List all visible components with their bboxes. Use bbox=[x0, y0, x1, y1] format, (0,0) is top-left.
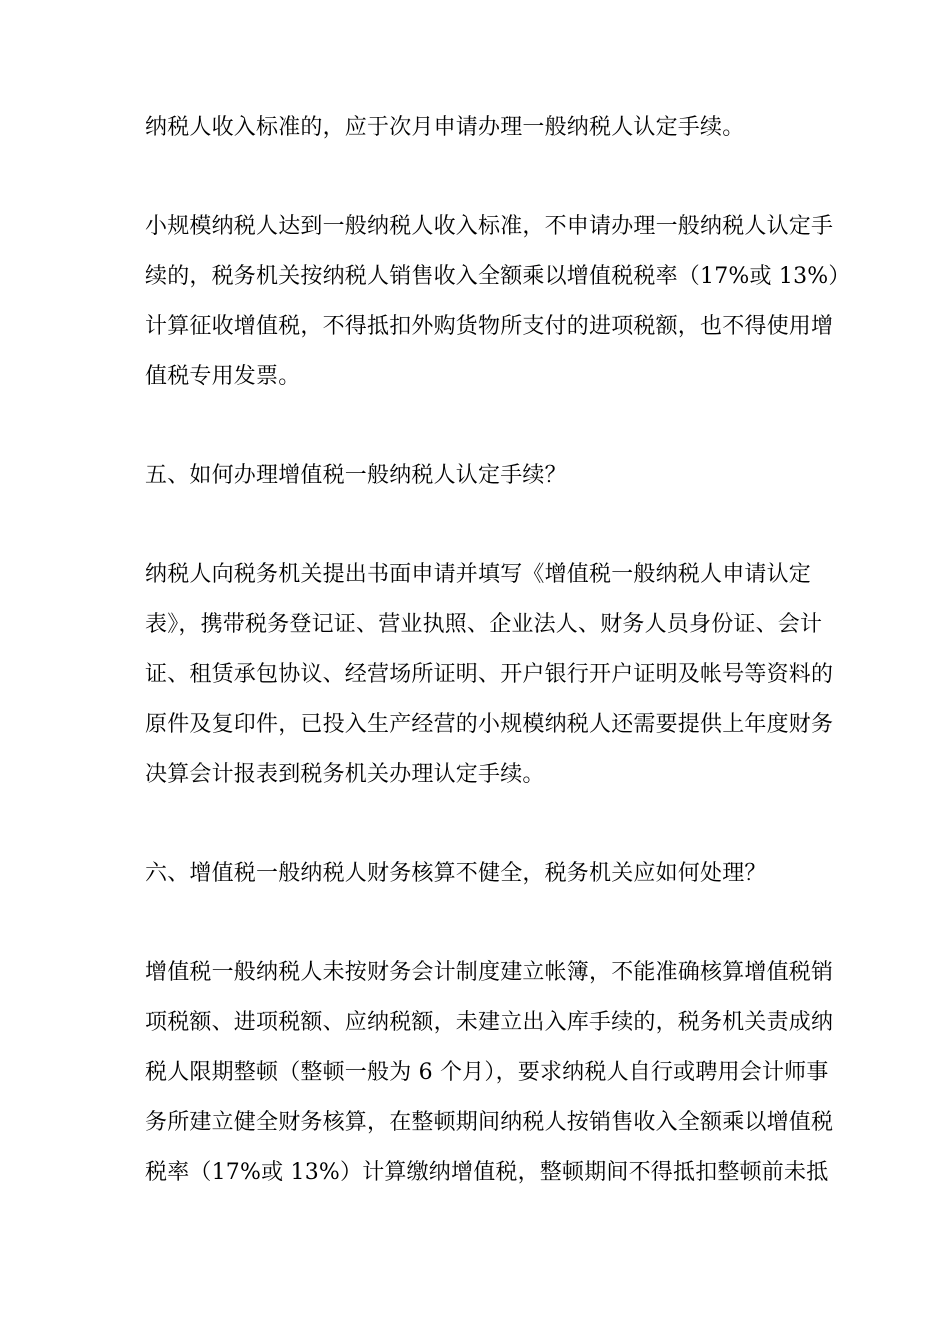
paragraph-small-scale-taxpayer bbox=[145, 202, 851, 402]
text-line: 小规模纳税人达到一般纳税人收入标准，不申请办理一般纳税人认定手 bbox=[145, 214, 834, 239]
section-heading-6 bbox=[145, 849, 825, 899]
text-line: 务所建立健全财务核算，在整顿期间纳税人按销售收入全额乘以增值税 bbox=[145, 1110, 834, 1135]
paragraph-application-procedure bbox=[145, 550, 834, 800]
text-line: 计算征收增值税，不得抵扣外购货物所支付的进项税额，也不得使用增 bbox=[145, 314, 834, 339]
section-heading-5 bbox=[145, 451, 825, 501]
text-line: 增值税一般纳税人未按财务会计制度建立帐簿，不能准确核算增值税销 bbox=[145, 960, 834, 985]
text-line: 原件及复印件，已投入生产经营的小规模纳税人还需要提供上年度财务 bbox=[145, 712, 834, 737]
heading-line: 六、增值税一般纳税人财务核算不健全，税务机关应如何处理？ bbox=[145, 861, 767, 886]
text-line: 税人限期整顿（整顿一般为 6 个月），要求纳税人自行或聘用会计师事 bbox=[145, 1060, 829, 1085]
text-line: 表》，携带税务登记证、营业执照、企业法人、财务人员身份证、会计 bbox=[145, 612, 823, 637]
text-line: 税率（17%或 13%）计算缴纳增值税，整顿期间不得抵扣整顿前未抵 bbox=[145, 1160, 829, 1185]
text-line: 值税专用发票。 bbox=[145, 364, 301, 389]
text-line: 证、租赁承包协议、经营场所证明、开户银行开户证明及帐号等资料的 bbox=[145, 662, 834, 687]
text-line: 项税额、进项税额、应纳税额，未建立出入库手续的，税务机关责成纳 bbox=[145, 1010, 834, 1035]
heading-line: 五、如何办理增值税一般纳税人认定手续？ bbox=[145, 463, 567, 488]
paragraph-continuation bbox=[145, 103, 825, 153]
text-line: 续的，税务机关按纳税人销售收入全额乘以增值税税率（17%或 13%） bbox=[145, 264, 851, 289]
text-line: 纳税人收入标准的，应于次月申请办理一般纳税人认定手续。 bbox=[145, 115, 745, 140]
document-body bbox=[145, 103, 851, 1198]
text-line: 决算会计报表到税务机关办理认定手续。 bbox=[145, 762, 545, 787]
paragraph-incomplete-accounting bbox=[145, 948, 834, 1198]
text-line: 纳税人向税务机关提出书面申请并填写《增值税一般纳税人申请认定 bbox=[145, 562, 812, 587]
